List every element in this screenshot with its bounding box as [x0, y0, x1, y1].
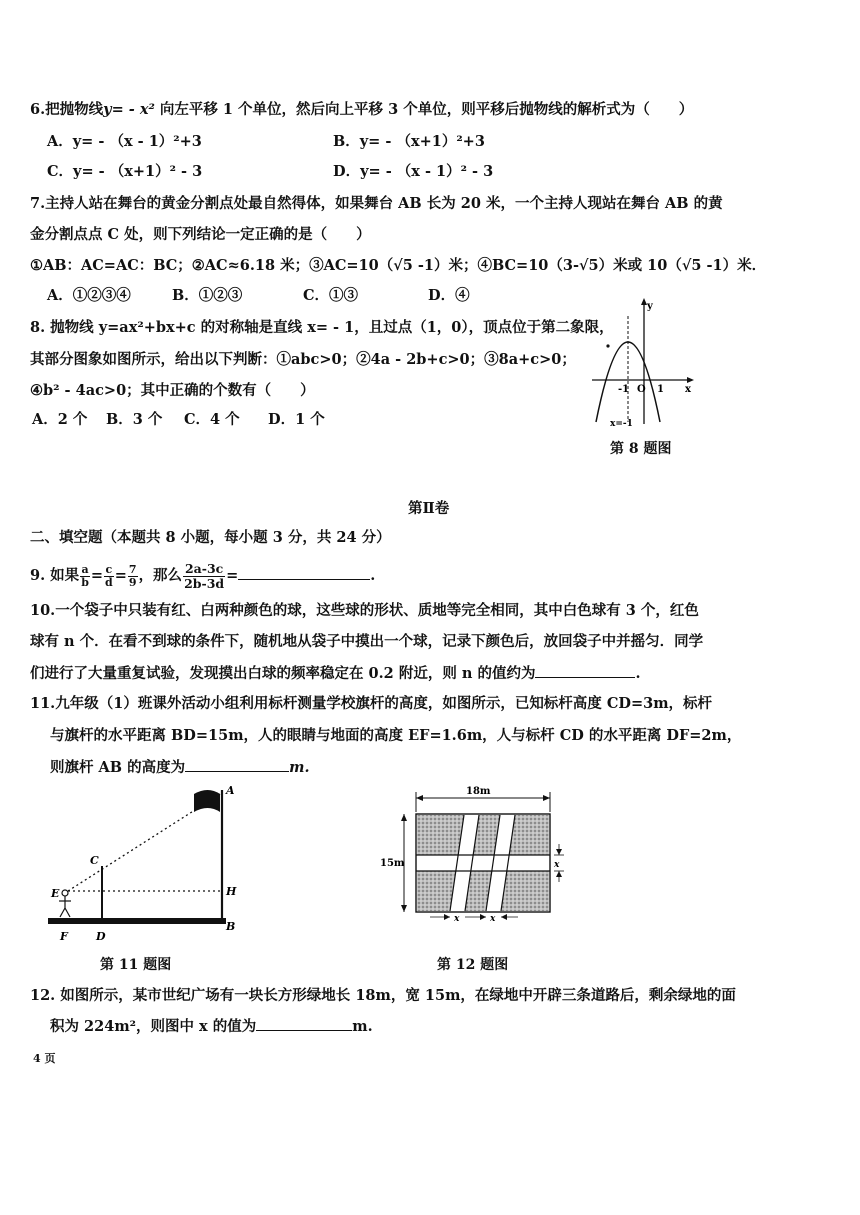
q8-option-b: B．3 个	[106, 411, 163, 428]
q11-label-b: B	[226, 920, 236, 933]
q12-length-label: 18m	[466, 786, 491, 797]
q11-line1: 11.九年级（1）班课外活动小组利用标杆测量学校旗杆的高度，如图所示，已知标杆高度 CD=3m，标杆	[30, 695, 713, 712]
q8-parabola-figure	[588, 296, 698, 430]
q12-x-label-bottom1: x	[454, 914, 460, 924]
q7-line1: 7.主持人站在舞台的黄金分割点处最自然得体，如果舞台 AB 长为 20 米，一个主持人现站在舞台 AB 的黄	[30, 195, 723, 212]
q8-y-label: y	[647, 301, 653, 312]
part2-heading: 二、填空题（本题共 8 小题，每小题 3 分，共 24 分）	[30, 529, 391, 546]
q11-answer-blank	[185, 757, 289, 772]
q11-line3: 则旗杆 AB 的高度为 m.	[50, 759, 310, 776]
q8-line2: 其部分图象如图所示，给出以下判断：①abc>0；②4a - 2b+c>0；③8a+c>0；	[30, 351, 576, 368]
q8-line1: 8. 抛物线 y=ax²+bx+c 的对称轴是直线 x= - 1，且过点（1，0），顶点位于第二象限，	[30, 319, 614, 336]
q9-stem: 9. 如果 $\frac{a}{b}$ = $\frac{c}{d}$ = $\frac{7}{9}$ ，那么 $\frac{2a-3c}{2b-3d}$ = .	[30, 560, 376, 591]
q11-label-f: F	[60, 930, 68, 940]
q9-answer-blank	[238, 565, 370, 580]
q8-figure-caption: 第 8 题图	[610, 441, 672, 457]
q7-option-d: D．④	[428, 287, 470, 304]
q10-line3: 们进行了大量重复试验，发现摸出白球的频率稳定在 0.2 附近，则 n 的值约为 .	[30, 665, 641, 682]
q6-option-d: D．y= - （x - 1）² - 3	[333, 163, 494, 180]
q8-axis-label: x=-1	[610, 419, 633, 429]
q12-line2: 积为 224m²，则图中 x 的值为 m.	[50, 1018, 373, 1035]
q12-line1: 12. 如图所示，某市世纪广场有一块长方形绿地长 18m，宽 15m，在绿地中开辟三条道路后，剩余绿地的面	[30, 987, 736, 1004]
q6-option-b: B．y= - （x+1）²+3	[333, 133, 485, 150]
part2-title: 第Ⅱ卷	[408, 500, 450, 517]
q11-line2: 与旗杆的水平距离 BD=15m，人的眼睛与地面的高度 EF=1.6m，人与标杆 CD 的水平距离 DF=2m，	[50, 727, 742, 744]
q11-label-e: E	[51, 887, 60, 900]
q7-line2: 金分割点点 C 处，则下列结论一定正确的是（ ）	[30, 226, 371, 243]
q11-flagpole-figure	[40, 780, 250, 940]
q12-width-label: 15m	[380, 858, 405, 869]
q8-line3: ④b² - 4ac>0；其中正确的个数有（ ）	[30, 382, 315, 399]
q11-figure-caption: 第 11 题图	[100, 957, 172, 973]
q8-x-label: x	[685, 384, 691, 395]
q6-stem: 6.把抛物线y= - x² 向左平移 1 个单位，然后向上平移 3 个单位，则平移后抛物线的解析式为（ ）	[30, 101, 694, 118]
q10-line2: 球有 n 个．在看不到球的条件下，随机地从袋子中摸出一个球，记录下颜色后，放回袋子中并摇匀．同学	[30, 633, 704, 650]
q8-origin-label: O	[637, 384, 646, 395]
q11-label-a: A	[226, 784, 235, 797]
q7-line3: ①AB：AC=AC：BC；②AC≈6.18 米；③AC=10（√5 -1）米；④BC=10（3-√5）米或 10（√5 -1）米．	[30, 257, 767, 274]
q7-option-a: A．①②③④	[47, 287, 131, 304]
q6-option-a: A．y= - （x - 1）²+3	[47, 133, 202, 150]
q12-figure-caption: 第 12 题图	[437, 957, 509, 973]
q8-option-d: D．1 个	[268, 411, 325, 428]
page-number: 4 页	[33, 1052, 56, 1065]
q11-label-h: H	[226, 885, 237, 898]
q9-fraction-ab: $\frac{a}{b}$	[81, 562, 89, 589]
q11-label-d: D	[96, 930, 106, 940]
q9-fraction-target: $\frac{2a-3c}{2b-3d}$	[184, 560, 225, 591]
q12-x-label-right: x	[554, 860, 560, 870]
q10-line1: 10.一个袋子中只装有红、白两种颜色的球，这些球的形状、质地等完全相同，其中白色球有 3 个，红色	[30, 602, 699, 619]
q7-option-c: C．①③	[303, 287, 359, 304]
q8-neg1-label: -1	[618, 384, 630, 395]
q7-option-b: B．①②③	[172, 287, 243, 304]
q12-answer-blank	[256, 1016, 352, 1031]
q6-option-c: C．y= - （x+1）² - 3	[47, 163, 203, 180]
q8-option-c: C．4 个	[184, 411, 240, 428]
q9-fraction-79: $\frac{7}{9}$	[128, 562, 137, 589]
q10-answer-blank	[535, 663, 635, 678]
q12-x-label-bottom2: x	[490, 914, 496, 924]
q12-green-field-figure	[378, 782, 568, 932]
q11-label-c: C	[90, 854, 99, 867]
q8-option-a: A．2 个	[32, 411, 88, 428]
q8-one-label: 1	[657, 384, 664, 395]
q9-fraction-cd: $\frac{c}{d}$	[105, 562, 113, 589]
